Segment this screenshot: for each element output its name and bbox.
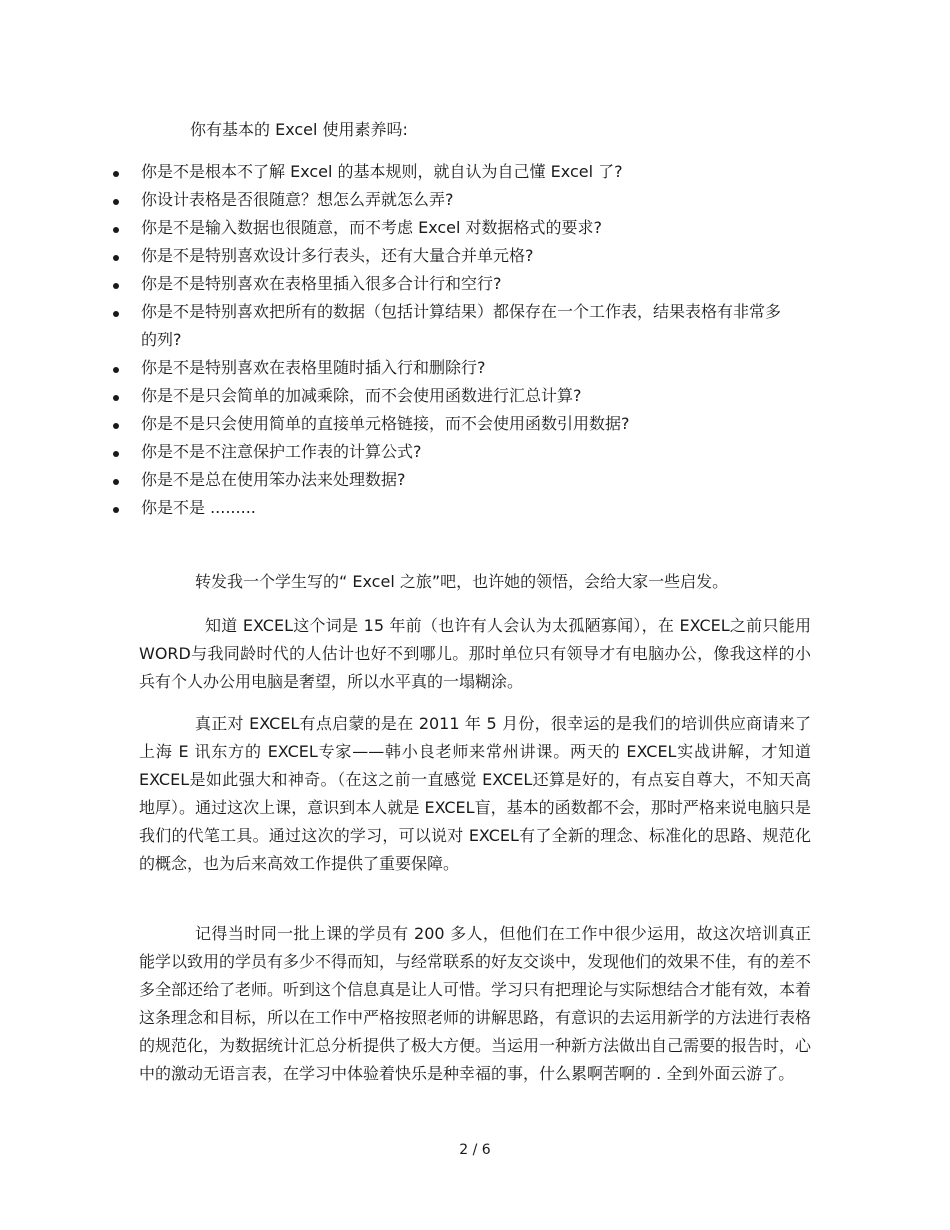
list-item: 你是不是特别喜欢在表格里随时插入行和删除行? — [0, 354, 781, 382]
body-paragraph-1: 知道 EXCEL这个词是 15 年前（也许有人会认为太孤陋寡闻），在 EXCEL之前只能用 WORD与我同龄时代的人估计也好不到哪儿。那时单位只有领导才有电脑办公，像我这样的小兵有个人办公用电脑是奢望，所以水平真的一塌糊涂。 — [139, 616, 811, 691]
bullet-icon — [113, 479, 119, 485]
bullet-icon — [113, 311, 119, 317]
list-item: 你是不是根本不了解 Excel 的基本规则，就自认为自己懂 Excel 了? — [0, 158, 781, 186]
list-item: 你是不是只会简单的加减乘除，而不会使用函数进行汇总计算? — [0, 382, 781, 410]
intro-question: 你有基本的 Excel 使用素养吗: — [190, 120, 408, 139]
bullet-icon — [113, 367, 119, 373]
list-item: 你是不是特别喜欢设计多行表头，还有大量合并单元格? — [0, 242, 781, 270]
list-item: 你是不是不注意保护工作表的计算公式? — [0, 438, 781, 466]
repost-intro-paragraph: 转发我一个学生写的“ Excel 之旅”吧，也许她的领悟，会给大家一些启发。 — [195, 572, 729, 591]
body-paragraph-2: 真正对 EXCEL有点启蒙的是在 2011 年 5 月份，很幸运的是我们的培训供应商请来了上海 E 讯东方的 EXCEL专家——韩小良老师来常州讲课。两天的 EXCEL实战讲解，才知道 EXCEL是如此强大和神奇。（在这之前一直感觉 EXCEL还算是好的，有点妄自尊大，不知天高地厚）。通过这次上课，意识到本人就是 EXCEL盲，基本的函数都不会，那时严格来说电脑只是我们的代笔工具。通过这次的学习，可以说对 EXCEL有了全新的理念、标准化的思路、规范化的概念，也为后来高效工作提供了重要保障。 — [139, 714, 811, 873]
list-item: 你是不是特别喜欢在表格里插入很多合计行和空行? — [0, 270, 781, 298]
bullet-icon — [113, 255, 119, 261]
body-paragraph-3: 记得当时同一批上课的学员有 200 多人，但他们在工作中很少运用，故这次培训真正能学以致用的学员有多少不得而知，与经常联系的好友交谈中，发现他们的效果不佳，有的差不多全部还给了老师。听到这个信息真是让人可惜。学习只有把理论与实际想结合才能有效，本着这条理念和目标，所以在工作中严格按照老师的讲解思路，有意识的去运用新学的方法进行表格的规范化，为数据统计汇总分析提供了极大方便。当运用一种新方法做出自己需要的报告时，心中的激动无语言表，在学习中体验着快乐是种幸福的事，什么累啊苦啊的 . 全到外面云游了。 — [139, 924, 812, 1083]
list-item: 你设计表格是否很随意？想怎么弄就怎么弄? — [0, 186, 781, 214]
list-item: 你是不是总在使用笨办法来处理数据? — [0, 466, 781, 494]
bullet-icon — [113, 395, 119, 401]
list-item: 你是不是只会使用简单的直接单元格链接，而不会使用函数引用数据? — [0, 410, 781, 438]
list-item: 你是不是输入数据也很随意，而不考虑 Excel 对数据格式的要求? — [0, 214, 781, 242]
bullet-icon — [113, 283, 119, 289]
bullet-icon — [113, 451, 119, 457]
question-list — [0, 158, 950, 522]
bullet-icon — [113, 423, 119, 429]
list-item: 你是不是 ......... — [0, 494, 781, 522]
bullet-icon — [113, 171, 119, 177]
page-number: 2 / 6 — [459, 1142, 491, 1158]
bullet-icon — [113, 199, 119, 205]
bullet-icon — [113, 507, 119, 513]
bullet-icon — [113, 227, 119, 233]
list-item: 你是不是特别喜欢把所有的数据（包括计算结果）都保存在一个工作表，结果表格有非常多的列? — [0, 298, 781, 354]
